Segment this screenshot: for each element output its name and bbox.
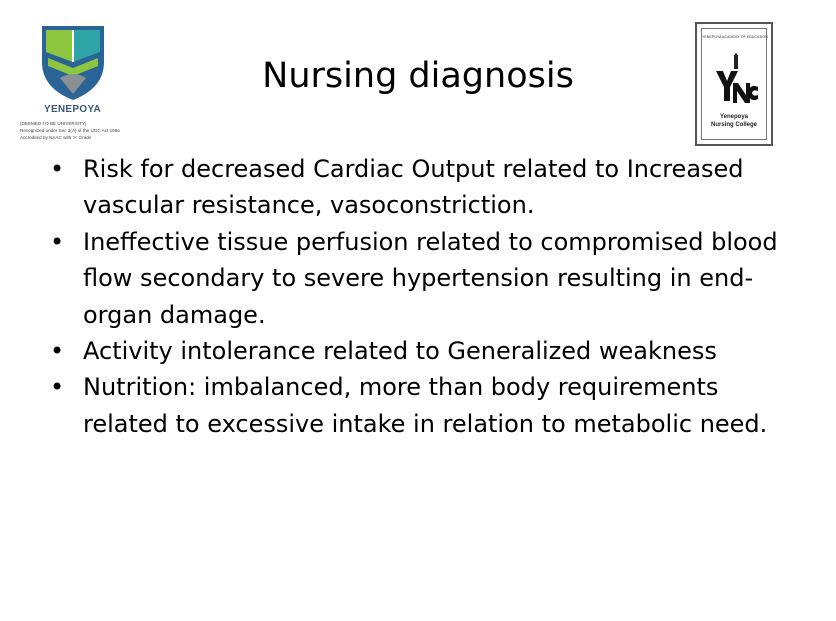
logo-right-name-line2: Nursing College xyxy=(710,122,757,128)
yenepoya-university-logo xyxy=(20,22,148,150)
logo-left-line1: (DEEMED TO BE UNIVERSITY) xyxy=(20,121,87,126)
logo-right-name-line1: Yenepoya xyxy=(719,114,748,120)
bullet-dot-icon: • xyxy=(50,155,65,183)
bullet-text: Nutrition: imbalanced, more than body requirements related to excessive intake in relation to metabolic need. xyxy=(83,373,768,438)
logo-left-line3: Accredited by NAAC with 'A' Grade xyxy=(20,135,92,140)
bullet-text: Ineffective tissue perfusion related to compromised blood flow secondary to severe hypertension resulting in end-organ damage. xyxy=(83,227,778,329)
bullet-list xyxy=(46,151,786,442)
logo-left-name: YENEPOYA xyxy=(43,104,102,115)
bullet-item xyxy=(46,333,786,369)
logo-right-top-text: YENEPOYA ACADEMY OF EDUCATION xyxy=(702,35,768,39)
bullet-item xyxy=(46,224,786,333)
bullet-text: Risk for decreased Cardiac Output related to Increased vascular resistance, vasoconstriction. xyxy=(83,155,744,220)
bullet-dot-icon: • xyxy=(50,227,65,256)
bullet-dot-icon: • xyxy=(50,337,65,366)
bullet-dot-icon: • xyxy=(50,373,65,402)
logo-left-line2: Recognized under Sec 3(A) of the UGC Act 1956 xyxy=(20,128,120,133)
bullet-item xyxy=(46,151,786,224)
yenepoya-nursing-college-logo xyxy=(695,22,773,146)
shield-emblem-icon xyxy=(38,22,108,102)
slide-title: Nursing diagnosis xyxy=(262,56,574,96)
logo-right-frame xyxy=(701,28,767,140)
bullet-item xyxy=(46,369,786,442)
logo-right-name xyxy=(702,113,766,129)
ync-monogram-icon xyxy=(714,53,758,109)
bullet-text: Activity intolerance related to Generalized weakness xyxy=(83,337,717,366)
